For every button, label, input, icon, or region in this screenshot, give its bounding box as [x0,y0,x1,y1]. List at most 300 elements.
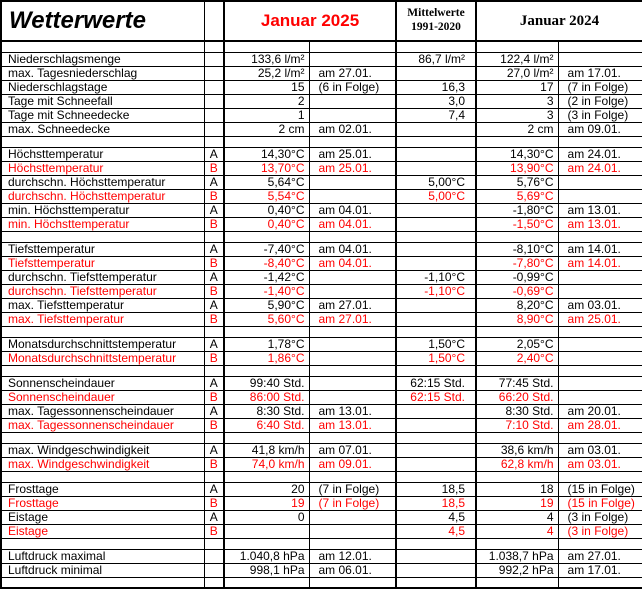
spacer-cell [476,577,558,588]
spacer-cell [204,538,224,549]
date-januar-2024: am 09.01. [558,122,642,136]
value-januar-2025: 998,1 hPa [224,563,309,577]
date-januar-2024 [558,390,642,404]
spacer-row [1,231,642,242]
spacer-cell [558,326,642,337]
spacer-cell [396,326,476,337]
row-label: Eistage [1,524,204,538]
date-januar-2025 [309,390,396,404]
sensor-id: A [204,337,224,351]
column-header-mittelwerte [396,1,476,41]
table-row [1,312,642,326]
sensor-id [204,108,224,122]
date-januar-2024: am 17.01. [558,66,642,80]
spacer-cell [396,471,476,482]
sensor-id [204,563,224,577]
date-januar-2024: am 03.01. [558,457,642,471]
value-januar-2024: 1.038,7 hPa [476,549,558,563]
value-januar-2024: 3 [476,108,558,122]
date-januar-2025: am 04.01. [309,203,396,217]
spacer-row [1,471,642,482]
spacer-cell [309,326,396,337]
date-januar-2025: (7 in Folge) [309,482,396,496]
table-row [1,52,642,66]
date-januar-2025 [309,189,396,203]
mittelwerte-line1: Mittelwerte [407,7,465,20]
date-januar-2024 [558,189,642,203]
value-mittelwerte [396,256,476,270]
value-mittelwerte: 4,5 [396,524,476,538]
sensor-id: A [204,443,224,457]
spacer-cell [558,577,642,588]
sensor-id: A [204,203,224,217]
row-label: Eistage [1,510,204,524]
value-januar-2025: 19 [224,496,309,510]
value-januar-2025: 133,6 l/m² [224,52,309,66]
spacer-cell [558,41,642,52]
spacer-cell [204,326,224,337]
table-row [1,147,642,161]
spacer-cell [204,577,224,588]
row-label: Monatsdurchschnittstemperatur [1,351,204,365]
value-januar-2024: 992,2 hPa [476,563,558,577]
date-januar-2025 [309,108,396,122]
row-label: Tage mit Schneedecke [1,108,204,122]
value-mittelwerte: 7,4 [396,108,476,122]
value-januar-2025: 0 [224,510,309,524]
value-januar-2025: -1,40°C [224,284,309,298]
spacer-cell [476,231,558,242]
spacer-row [1,432,642,443]
value-januar-2024: -1,50°C [476,217,558,231]
row-label: max. Schneedecke [1,122,204,136]
date-januar-2024: am 03.01. [558,443,642,457]
sensor-id: B [204,418,224,432]
value-mittelwerte: 86,7 l/m² [396,52,476,66]
spacer-cell [476,432,558,443]
date-januar-2024: (2 in Folge) [558,94,642,108]
spacer-cell [309,41,396,52]
value-januar-2025: 1.040,8 hPa [224,549,309,563]
value-mittelwerte: 16,3 [396,80,476,94]
value-januar-2025: 2 cm [224,122,309,136]
value-januar-2024: -1,80°C [476,203,558,217]
table-row [1,563,642,577]
date-januar-2025 [309,270,396,284]
row-label: durchschn. Höchsttemperatur [1,189,204,203]
date-januar-2024 [558,175,642,189]
value-mittelwerte [396,457,476,471]
spacer-cell [309,471,396,482]
value-januar-2024: 17 [476,80,558,94]
sensor-id [204,122,224,136]
spacer-cell [396,365,476,376]
sensor-id [204,94,224,108]
date-januar-2025: (6 in Folge) [309,80,396,94]
sensor-id: A [204,404,224,418]
spacer-cell [476,365,558,376]
value-mittelwerte [396,147,476,161]
spacer-cell [476,471,558,482]
date-januar-2024: (3 in Folge) [558,524,642,538]
table-row [1,122,642,136]
table-row [1,510,642,524]
spacer-cell [1,538,204,549]
spacer-cell [1,577,204,588]
spacer-cell [224,136,309,147]
value-januar-2024: 5,76°C [476,175,558,189]
value-januar-2025: 14,30°C [224,147,309,161]
table-row [1,242,642,256]
value-januar-2025: 13,70°C [224,161,309,175]
spacer-cell [1,326,204,337]
value-januar-2024: 7:10 Std. [476,418,558,432]
row-label: Luftdruck maximal [1,549,204,563]
spacer-cell [396,41,476,52]
date-januar-2025: am 27.01. [309,312,396,326]
table-row [1,189,642,203]
page-title: Wetterwerte [1,1,204,41]
value-januar-2024: 5,69°C [476,189,558,203]
value-januar-2024: 122,4 l/m² [476,52,558,66]
spacer-cell [396,231,476,242]
date-januar-2024: am 28.01. [558,418,642,432]
value-januar-2025: 5,60°C [224,312,309,326]
value-januar-2024: -0,69°C [476,284,558,298]
row-label: min. Höchsttemperatur [1,217,204,231]
column-header-januar-2025: Januar 2025 [224,1,396,41]
table-row [1,376,642,390]
table-row [1,203,642,217]
sensor-id: B [204,256,224,270]
table-row [1,108,642,122]
table-row [1,390,642,404]
date-januar-2025: am 27.01. [309,66,396,80]
sensor-id [204,52,224,66]
date-januar-2024 [558,351,642,365]
sensor-id: A [204,510,224,524]
spacer-row [1,41,642,52]
value-mittelwerte [396,418,476,432]
spacer-cell [558,432,642,443]
spacer-cell [224,471,309,482]
date-januar-2024: am 14.01. [558,242,642,256]
value-januar-2025: 0,40°C [224,217,309,231]
spacer-cell [309,136,396,147]
value-januar-2024: 13,90°C [476,161,558,175]
value-januar-2025: 20 [224,482,309,496]
spacer-cell [224,365,309,376]
table-row [1,418,642,432]
value-januar-2024: 66:20 Std. [476,390,558,404]
row-label: Frosttage [1,482,204,496]
value-januar-2025: 1,78°C [224,337,309,351]
date-januar-2024 [558,284,642,298]
value-januar-2025: 8:30 Std. [224,404,309,418]
header-row [1,1,642,41]
row-label: Höchsttemperatur [1,147,204,161]
date-januar-2025: am 04.01. [309,256,396,270]
value-mittelwerte [396,217,476,231]
sensor-id [204,549,224,563]
row-label: Niederschlagsmenge [1,52,204,66]
row-label: Frosttage [1,496,204,510]
row-label: durchschn. Tiefsttemperatur [1,284,204,298]
spacer-cell [1,471,204,482]
value-januar-2025: 6:40 Std. [224,418,309,432]
row-label: max. Tagessonnenscheindauer [1,404,204,418]
value-mittelwerte: 18,5 [396,482,476,496]
row-label: max. Windgeschwindigkeit [1,443,204,457]
row-label: max. Tiefsttemperatur [1,298,204,312]
spacer-cell [1,365,204,376]
spacer-cell [396,538,476,549]
spacer-cell [1,41,204,52]
sensor-id [204,66,224,80]
value-mittelwerte [396,242,476,256]
value-mittelwerte [396,161,476,175]
date-januar-2025: am 12.01. [309,549,396,563]
value-januar-2024: 19 [476,496,558,510]
value-januar-2025: 5,64°C [224,175,309,189]
sensor-id: A [204,482,224,496]
date-januar-2025: am 27.01. [309,298,396,312]
sensor-id: B [204,524,224,538]
value-mittelwerte [396,404,476,418]
value-mittelwerte: 62:15 Std. [396,390,476,404]
spacer-row [1,136,642,147]
spacer-cell [476,41,558,52]
value-januar-2024: 2,40°C [476,351,558,365]
date-januar-2025 [309,351,396,365]
spacer-cell [224,432,309,443]
value-januar-2024: 8,90°C [476,312,558,326]
spacer-row [1,577,642,588]
value-januar-2025: 0,40°C [224,203,309,217]
date-januar-2025: am 13.01. [309,418,396,432]
sensor-id [204,80,224,94]
sensor-id: B [204,161,224,175]
sensor-id: B [204,189,224,203]
value-mittelwerte: 1,50°C [396,351,476,365]
value-mittelwerte [396,298,476,312]
table-row [1,482,642,496]
value-mittelwerte: 5,00°C [396,175,476,189]
spacer-cell [309,432,396,443]
spacer-cell [224,231,309,242]
value-mittelwerte [396,66,476,80]
value-januar-2025: 99:40 Std. [224,376,309,390]
spacer-cell [396,577,476,588]
spacer-cell [204,365,224,376]
date-januar-2024: am 03.01. [558,298,642,312]
value-mittelwerte [396,203,476,217]
table-row [1,549,642,563]
date-januar-2024: am 27.01. [558,549,642,563]
value-januar-2025: 1 [224,108,309,122]
spacer-row [1,538,642,549]
date-januar-2025 [309,175,396,189]
value-januar-2024: 2,05°C [476,337,558,351]
date-januar-2024: (3 in Folge) [558,108,642,122]
table-row [1,351,642,365]
row-label: durchschn. Höchsttemperatur [1,175,204,189]
spacer-cell [476,136,558,147]
sensor-id: A [204,270,224,284]
table-row [1,256,642,270]
value-januar-2024: 77:45 Std. [476,376,558,390]
value-januar-2025: 1,86°C [224,351,309,365]
date-januar-2024: (15 in Folge) [558,482,642,496]
date-januar-2025 [309,52,396,66]
value-mittelwerte: 1,50°C [396,337,476,351]
value-mittelwerte: -1,10°C [396,284,476,298]
date-januar-2025 [309,524,396,538]
sensor-id: B [204,390,224,404]
sensor-id: B [204,351,224,365]
value-januar-2025: 41,8 km/h [224,443,309,457]
date-januar-2025: (7 in Folge) [309,496,396,510]
row-label: durchschn. Tiefsttemperatur [1,270,204,284]
sensor-id: A [204,175,224,189]
spacer-cell [224,41,309,52]
row-label: Tiefsttemperatur [1,256,204,270]
row-label: Tage mit Schneefall [1,94,204,108]
value-januar-2025: -1,42°C [224,270,309,284]
table-row [1,443,642,457]
table-row [1,457,642,471]
value-januar-2025: 74,0 km/h [224,457,309,471]
value-januar-2024: -7,80°C [476,256,558,270]
date-januar-2024: am 24.01. [558,161,642,175]
row-label: max. Tagesniederschlag [1,66,204,80]
date-januar-2025 [309,510,396,524]
sensor-id: B [204,457,224,471]
spacer-cell [204,41,224,52]
date-januar-2024 [558,337,642,351]
date-januar-2024: am 14.01. [558,256,642,270]
row-label: Niederschlagstage [1,80,204,94]
date-januar-2025: am 04.01. [309,242,396,256]
row-label: max. Tiefsttemperatur [1,312,204,326]
value-mittelwerte: 18,5 [396,496,476,510]
date-januar-2025: am 07.01. [309,443,396,457]
row-label: Monatsdurchschnittstemperatur [1,337,204,351]
table-row [1,161,642,175]
spacer-cell [224,326,309,337]
table-row [1,270,642,284]
value-januar-2025: 86:00 Std. [224,390,309,404]
date-januar-2025: am 02.01. [309,122,396,136]
value-mittelwerte: 62:15 Std. [396,376,476,390]
spacer-cell [204,471,224,482]
spacer-cell [204,231,224,242]
date-januar-2024: (7 in Folge) [558,80,642,94]
spacer-cell [224,577,309,588]
row-label: min. Höchsttemperatur [1,203,204,217]
row-label: max. Windgeschwindigkeit [1,457,204,471]
spacer-cell [204,136,224,147]
date-januar-2024 [558,270,642,284]
date-januar-2025: am 09.01. [309,457,396,471]
value-januar-2025: 5,54°C [224,189,309,203]
value-januar-2025: -8,40°C [224,256,309,270]
date-januar-2025 [309,337,396,351]
date-januar-2025 [309,94,396,108]
row-label: Sonnenscheindauer [1,376,204,390]
value-mittelwerte [396,443,476,457]
row-label: max. Tagessonnenscheindauer [1,418,204,432]
sensor-id: A [204,298,224,312]
row-label: Höchsttemperatur [1,161,204,175]
spacer-cell [1,231,204,242]
table-row [1,175,642,189]
spacer-cell [1,136,204,147]
spacer-cell [558,538,642,549]
value-januar-2024: 2 cm [476,122,558,136]
row-label: Tiefsttemperatur [1,242,204,256]
date-januar-2024: (3 in Folge) [558,510,642,524]
spacer-cell [309,577,396,588]
header-ab-spacer [204,1,224,41]
column-header-januar-2024: Januar 2024 [476,1,642,41]
spacer-cell [224,538,309,549]
table-row [1,337,642,351]
value-mittelwerte: 3,0 [396,94,476,108]
spacer-row [1,365,642,376]
spacer-cell [204,432,224,443]
value-januar-2024: 18 [476,482,558,496]
sensor-id: B [204,312,224,326]
value-mittelwerte [396,122,476,136]
value-januar-2025: 2 [224,94,309,108]
value-januar-2024: 27,0 l/m² [476,66,558,80]
spacer-cell [396,136,476,147]
value-mittelwerte: 5,00°C [396,189,476,203]
date-januar-2025 [309,284,396,298]
sensor-id: B [204,496,224,510]
mittelwerte-line2: 1991-2020 [411,21,461,33]
table-row [1,94,642,108]
table-row [1,217,642,231]
value-mittelwerte [396,563,476,577]
value-januar-2024: 4 [476,510,558,524]
sensor-id: B [204,217,224,231]
sensor-id: B [204,284,224,298]
table-row [1,524,642,538]
spacer-row [1,326,642,337]
value-januar-2024: -8,10°C [476,242,558,256]
spacer-cell [476,538,558,549]
value-mittelwerte: 4,5 [396,510,476,524]
spacer-cell [396,432,476,443]
spacer-cell [558,136,642,147]
sensor-id: A [204,376,224,390]
value-januar-2024: 3 [476,94,558,108]
value-januar-2025 [224,524,309,538]
sensor-id: A [204,147,224,161]
table-row [1,298,642,312]
value-januar-2025: -7,40°C [224,242,309,256]
value-januar-2025: 15 [224,80,309,94]
date-januar-2025: am 04.01. [309,217,396,231]
date-januar-2025: am 25.01. [309,147,396,161]
value-mittelwerte [396,312,476,326]
weather-table-body [1,41,642,588]
value-januar-2024: -0,99°C [476,270,558,284]
value-mittelwerte [396,549,476,563]
date-januar-2024: am 20.01. [558,404,642,418]
